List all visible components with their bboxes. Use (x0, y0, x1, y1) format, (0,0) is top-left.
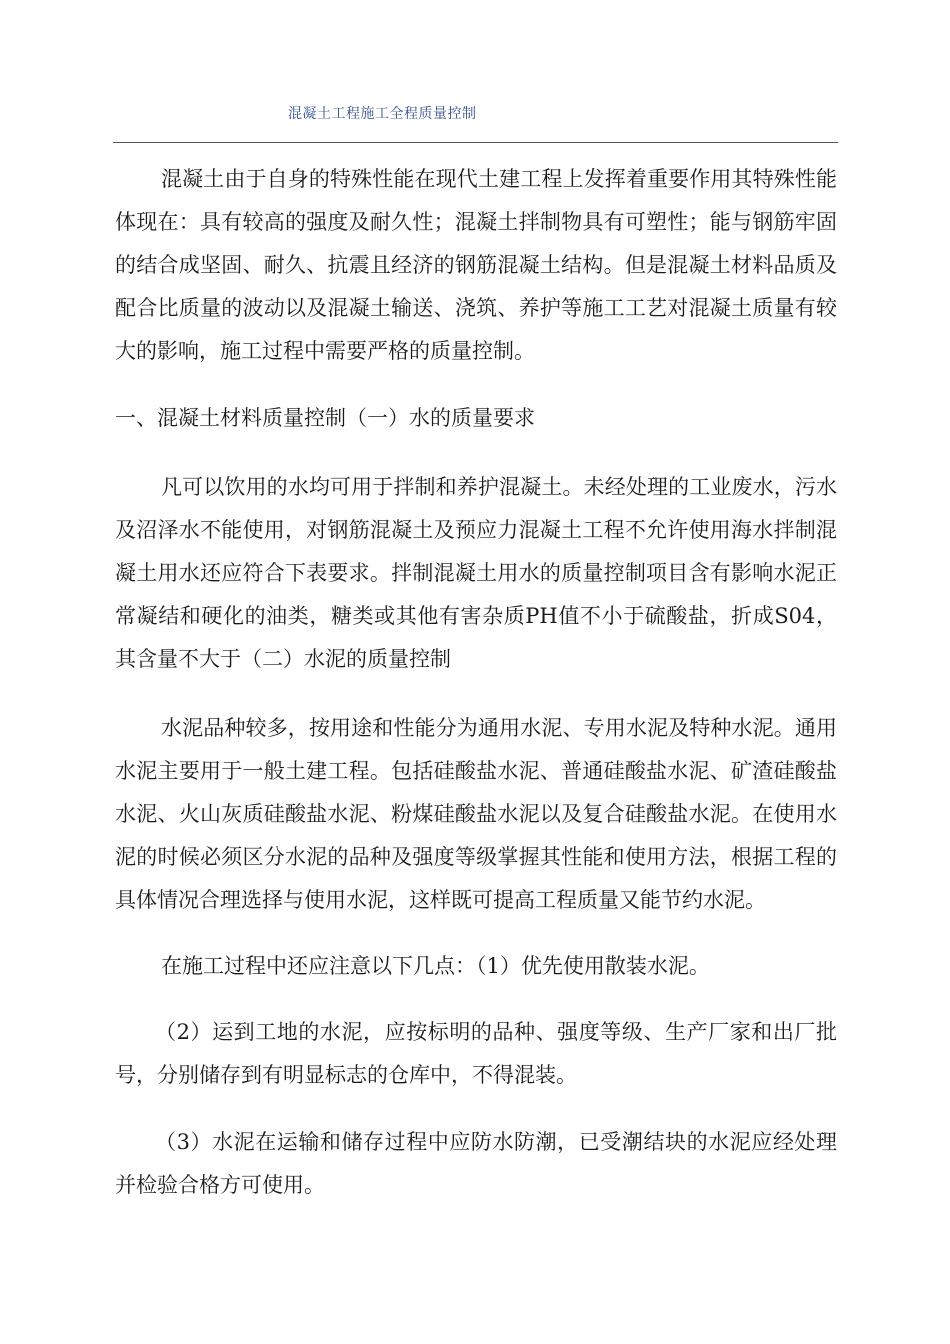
paragraph-note-2: （2）运到工地的水泥，应按标明的品种、强度等级、生产厂家和出厂批号，分别储存到有明显标志的仓库中，不得混装。 (115, 1020, 837, 1087)
header-divider (113, 142, 838, 143)
document-body (115, 158, 837, 1207)
paragraph-construction-notes: 在施工过程中还应注意以下几点：（1）优先使用散装水泥。 (161, 954, 710, 978)
paragraph-intro: 混凝土由于自身的特殊性能在现代土建工程上发挥着重要作用其特殊性能体现在：具有较高的强度及耐久性；混凝土拌制物具有可塑性；能与钢筋牢固的结合成坚固、耐久、抗震且经济的钢筋混凝土结构。但是混凝土材料品质及配合比质量的波动以及混凝土输送、浇筑、养护等施工工艺对混凝土质量有较大的影响，施工过程中需要严格的质量控制。 (115, 167, 837, 363)
section-heading-materials: 一、混凝土材料质量控制（一）水的质量要求 (115, 406, 535, 430)
paragraph-cement-types: 水泥品种较多，按用途和性能分为通用水泥、专用水泥及特种水泥。通用水泥主要用于一般土建工程。包括硅酸盐水泥、普通硅酸盐水泥、矿渣硅酸盐水泥、火山灰质硅酸盐水泥、粉煤硅酸盐水泥以及复合硅酸盐水泥。在使用水泥的时候必须区分水泥的品种及强度等级掌握其性能和使用方法，根据工程的具体情况合理选择与使用水泥，这样既可提高工程质量又能节约水泥。 (115, 716, 837, 912)
paragraph-note-3: （3）水泥在运输和储存过程中应防水防潮，已受潮结块的水泥应经处理并检验合格方可使用。 (115, 1130, 837, 1197)
page-header (0, 0, 950, 144)
paragraph-water-quality: 凡可以饮用的水均可用于拌制和养护混凝土。未经处理的工业废水，污水及沼泽水不能使用，对钢筋混凝土及预应力混凝土工程不允许使用海水拌制混凝土用水还应符合下表要求。拌制混凝土用水的质量控制项目含有影响水泥正常凝结和硬化的油类，糖类或其他有害杂质PH值不小于硫酸盐，折成S04，其含量不大于（二）水泥的质量控制 (115, 475, 837, 671)
document-header-title: 混凝土工程施工全程质量控制 (288, 106, 477, 122)
